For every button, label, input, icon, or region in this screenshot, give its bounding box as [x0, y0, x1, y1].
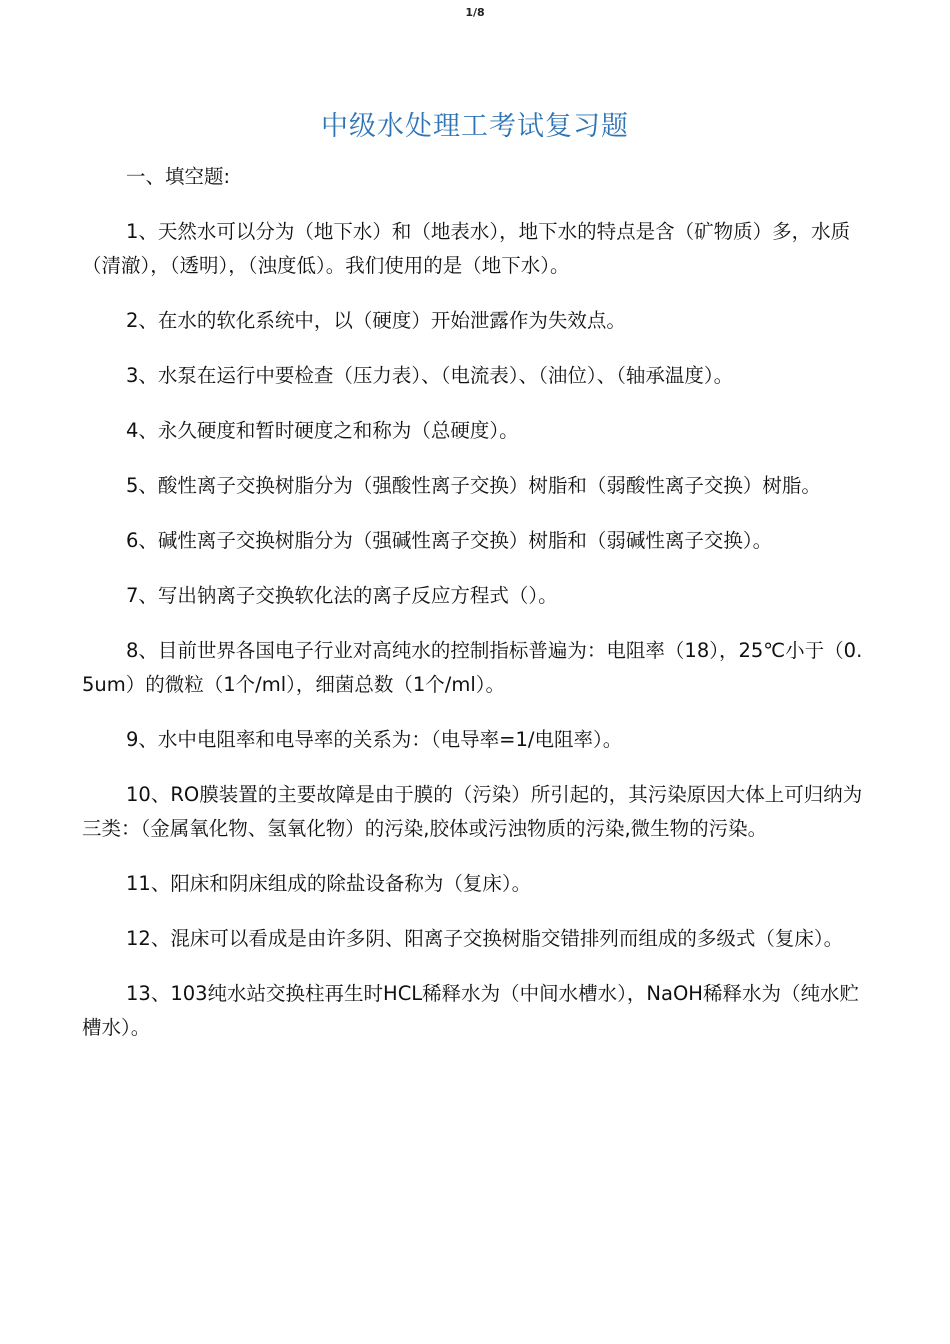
question-9: 9、水中电阻率和电导率的关系为：（电导率=1/电阻率）。	[126, 728, 623, 751]
document-title: 中级水处理工考试复习题	[321, 111, 629, 142]
question-4: 4、永久硬度和暂时硬度之和称为（总硬度）。	[126, 419, 519, 442]
section-heading: 一、填空题:	[126, 165, 231, 188]
question-11: 11、阳床和阴床组成的除盐设备称为（复床）。	[126, 872, 532, 895]
question-5: 5、酸性离子交换树脂分为（强酸性离子交换）树脂和（弱酸性离子交换）树脂。	[126, 474, 821, 497]
question-6: 6、碱性离子交换树脂分为（强碱性离子交换）树脂和（弱碱性离子交换）。	[126, 529, 773, 552]
question-8: 8、目前世界各国电子行业对高纯水的控制指标普遍为：电阻率（18），25℃小于（0.5um）的微粒（1个/ml），细菌总数（1个/ml）。	[82, 639, 863, 696]
page-number: 1/8	[465, 6, 485, 19]
question-3: 3、水泵在运行中要检查（压力表）、（电流表）、（油位）、（轴承温度）。	[126, 364, 734, 387]
question-10: 10、RO膜装置的主要故障是由于膜的（污染）所引起的，其污染原因大体上可归纳为三类：（金属氧化物、氢氧化物）的污染,胶体或污浊物质的污染,微生物的污染。	[82, 783, 863, 840]
question-13: 13、103纯水站交换柱再生时HCL稀释水为（中间水槽水），NaOH稀释水为（纯水贮槽水）。	[82, 982, 859, 1039]
question-1: 1、天然水可以分为（地下水）和（地表水），地下水的特点是含（矿物质）多，水质（清澈），（透明），（浊度低）。我们使用的是（地下水）。	[82, 220, 851, 277]
question-12: 12、混床可以看成是由许多阴、阳离子交换树脂交错排列而组成的多级式（复床）。	[126, 927, 844, 950]
question-7: 7、写出钠离子交换软化法的离子反应方程式（）。	[126, 584, 558, 607]
question-2: 2、在水的软化系统中，以（硬度）开始泄露作为失效点。	[126, 309, 626, 332]
document-body	[82, 160, 868, 1066]
